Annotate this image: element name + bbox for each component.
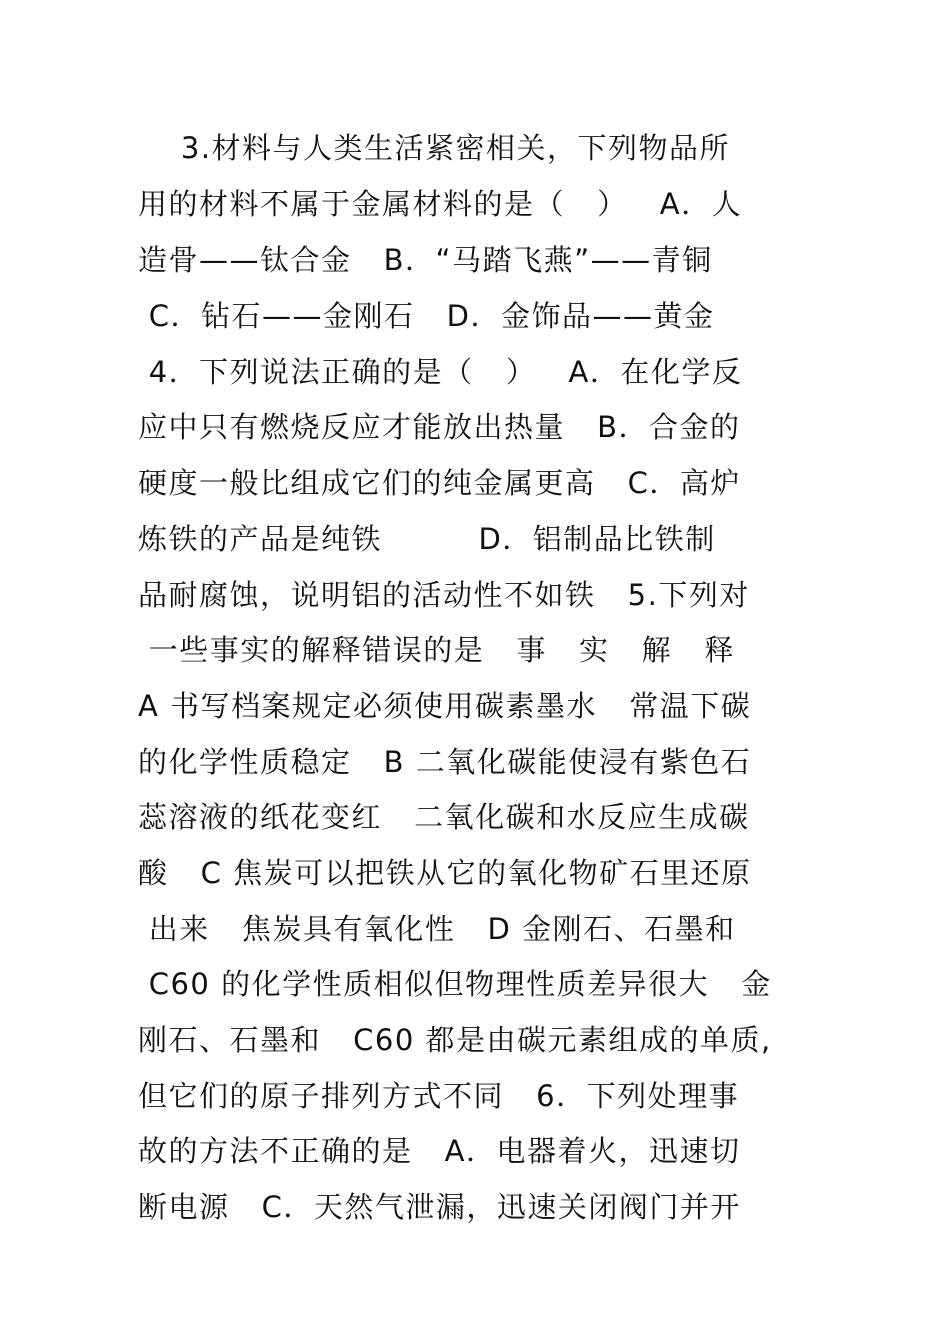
text-line: 应中只有燃烧反应才能放出热量 B．合金的 xyxy=(138,410,741,444)
text-line: 刚石、石墨和 C60 都是由碳元素组成的单质, xyxy=(138,1023,772,1057)
text-line: C60 的化学性质相似但物理性质差异很大 金 xyxy=(138,967,772,1001)
text-line: 故的方法不正确的是 A．电器着火，迅速切 xyxy=(138,1134,741,1168)
text-line: 一些事实的解释错误的是 事 实 解 释 xyxy=(138,633,735,667)
text-line: C．钻石——金刚石 D．金饰品——黄金 xyxy=(138,299,715,333)
text-line: 硬度一般比组成它们的纯金属更高 C．高炉 xyxy=(138,466,741,500)
text-line: 炼铁的产品是纯铁 D．铝制品比铁制 xyxy=(138,522,716,556)
text-line: 出来 焦炭具有氧化性 D 金刚石、石墨和 xyxy=(138,912,736,946)
text-line: 品耐腐蚀，说明铝的活动性不如铁 5.下列对 xyxy=(138,578,750,612)
text-line: 但它们的原子排列方式不同 6．下列处理事 xyxy=(138,1079,740,1113)
text-line: 断电源 C．天然气泄漏，迅速关闭阀门并开 xyxy=(138,1190,741,1224)
text-line: 造骨——钛合金 B．“马踏飞燕”——青铜 xyxy=(138,243,713,277)
text-line: 的化学性质稳定 B 二氧化碳能使浸有紫色石 xyxy=(138,745,752,779)
text-line: A 书写档案规定必须使用碳素墨水 常温下碳 xyxy=(138,689,752,723)
text-line: 蕊溶液的纸花变红 二氧化碳和水反应生成碳 xyxy=(138,800,750,834)
text-line: 3.材料与人类生活紧密相关，下列物品所 xyxy=(138,131,731,165)
text-line: 酸 C 焦炭可以把铁从它的氧化物矿石里还原 xyxy=(138,856,752,890)
text-line: 用的材料不属于金属材料的是（ ） A．人 xyxy=(138,187,743,221)
text-line: 4．下列说法正确的是（ ） A．在化学反 xyxy=(138,355,743,389)
